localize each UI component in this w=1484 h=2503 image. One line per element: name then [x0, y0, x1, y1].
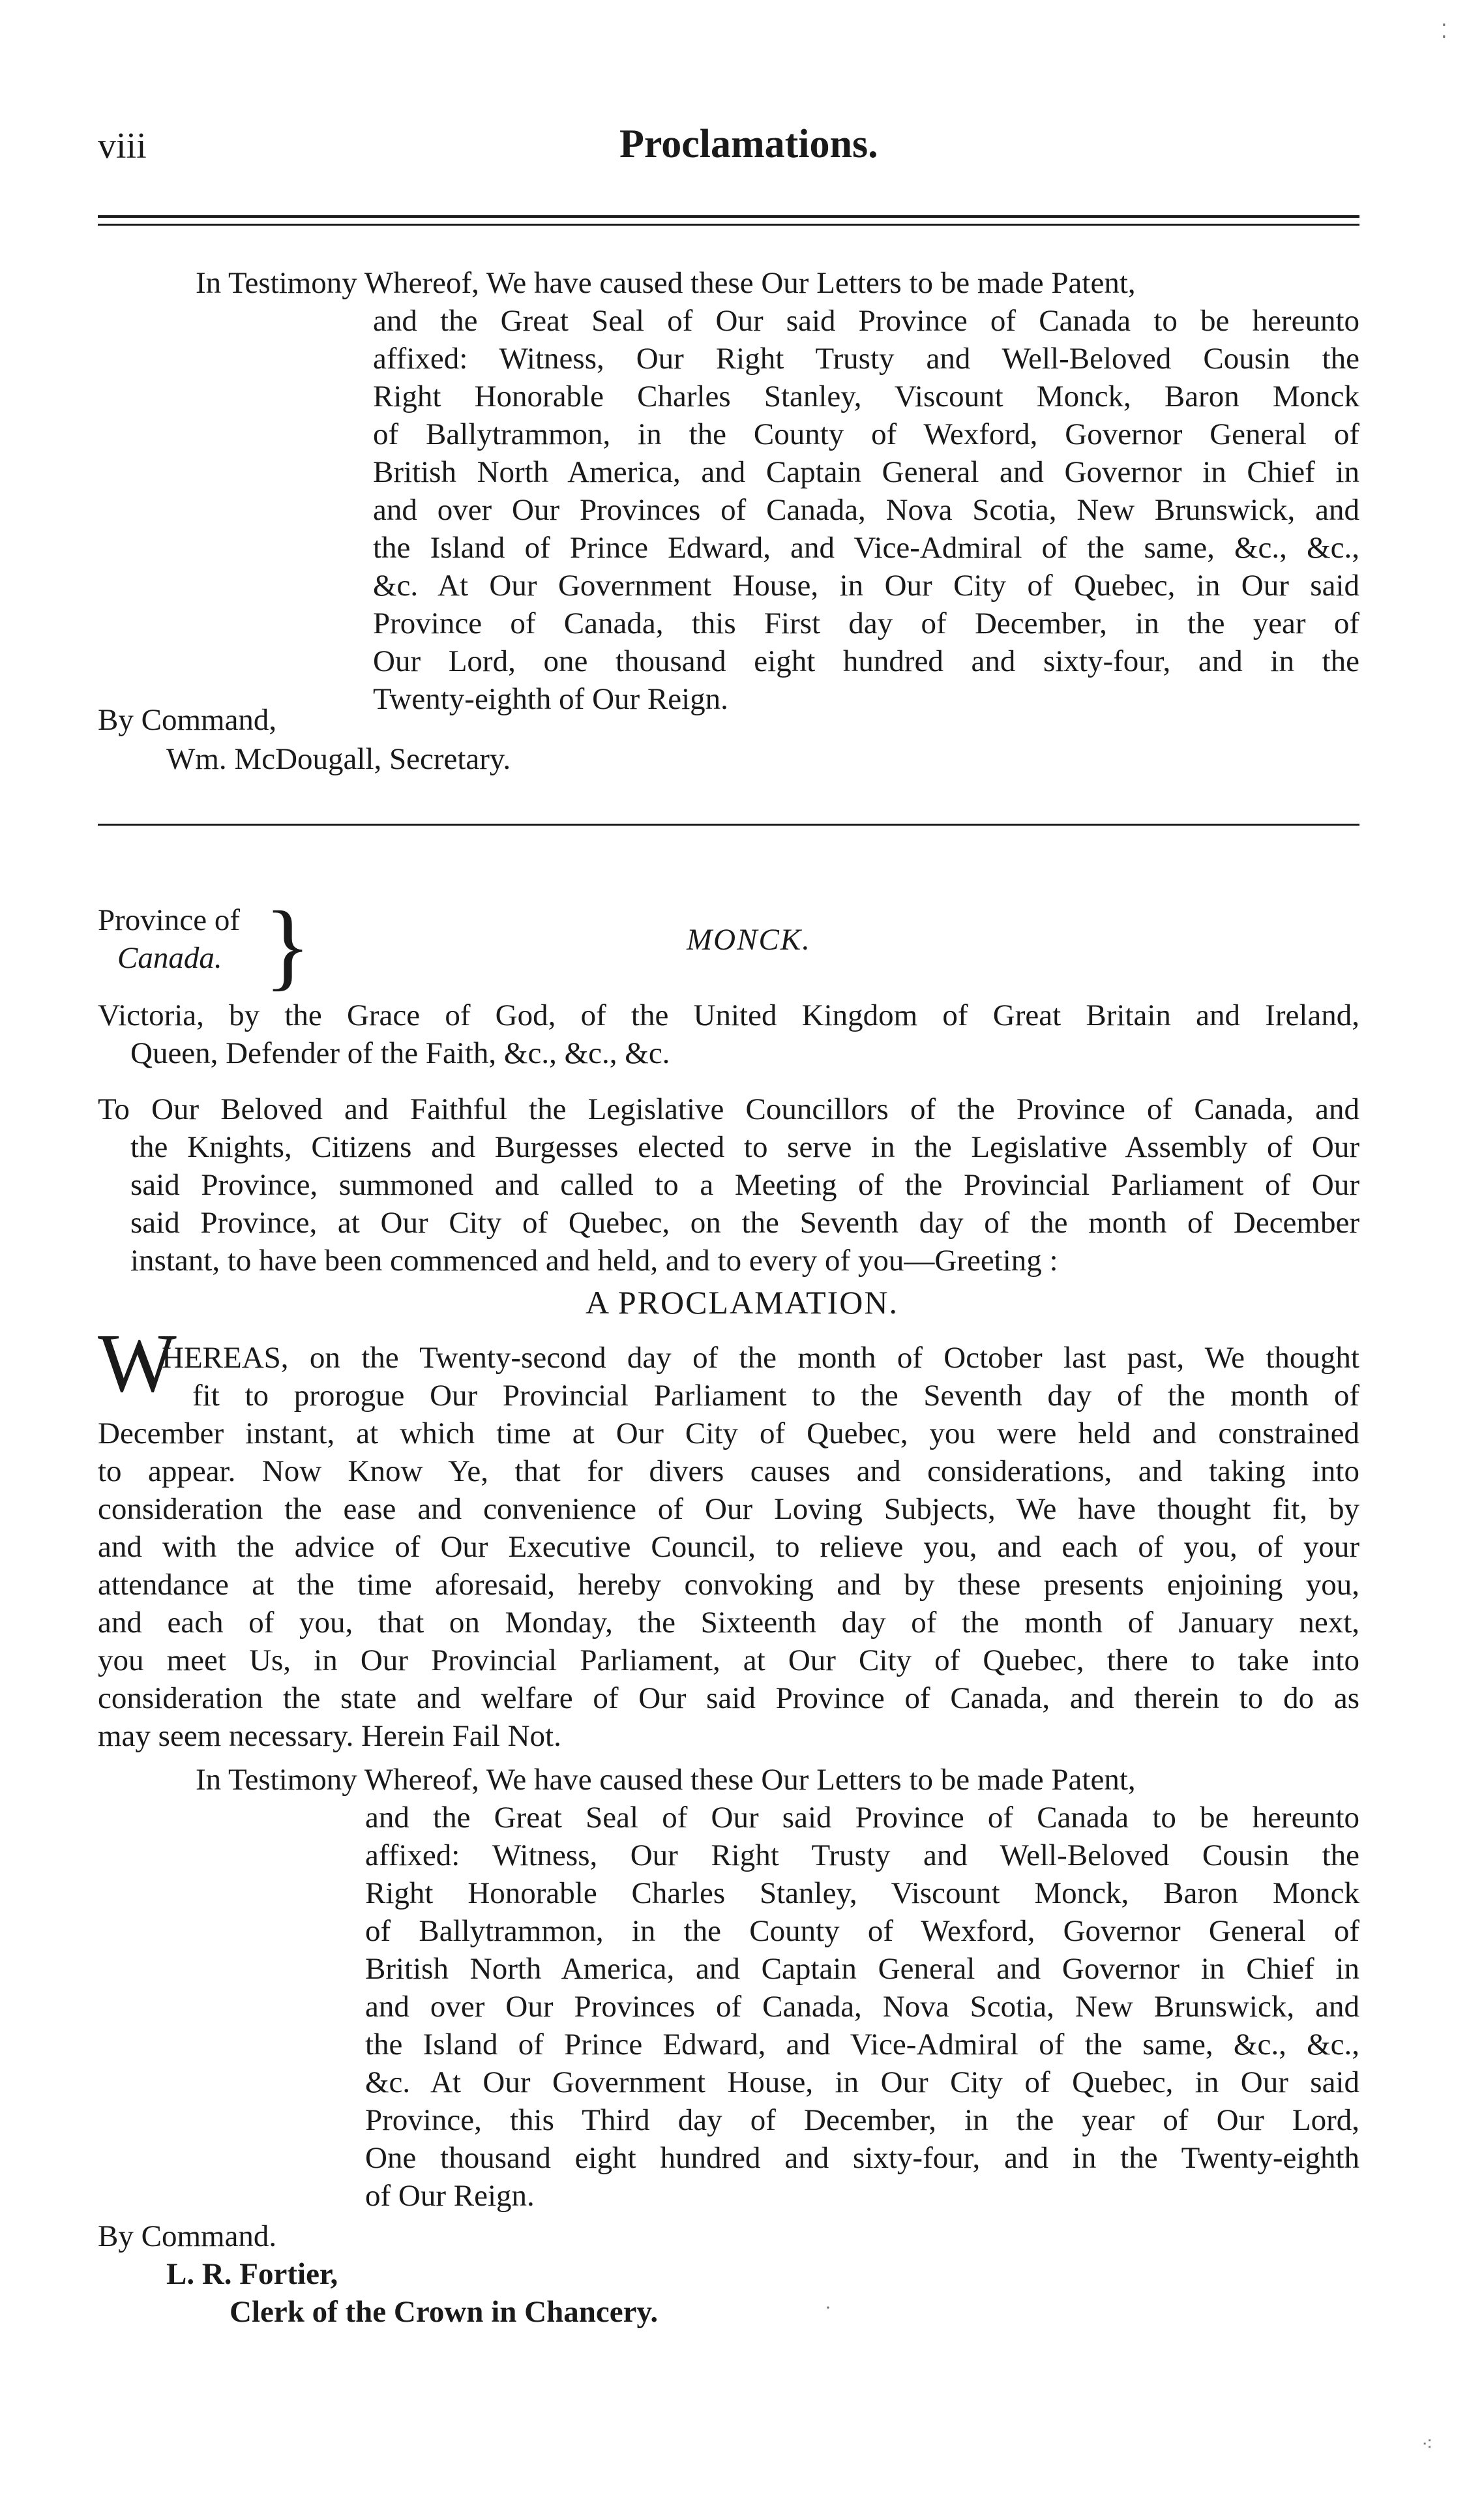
province-line-1: Province of: [98, 903, 240, 937]
text-line: the Island of Prince Edward, and Vice-Admiral of the same, &c., &c.,: [373, 531, 1359, 565]
proclamation-heading: A PROCLAMATION.: [585, 1284, 899, 1321]
victoria-line-2: Queen, Defender of the Faith, &c., &c., &c.: [130, 1036, 670, 1070]
second-testimony-body: [365, 1799, 1359, 2215]
section-divider: [98, 824, 1359, 826]
text-line: instant, to have been commenced and held, and to every of you—Greeting :: [130, 1244, 1058, 1278]
text-line: may seem necessary. Herein Fail Not.: [98, 1719, 561, 1753]
text-line: you meet Us, in Our Provincial Parliament, at Our City of Quebec, there to take into: [98, 1643, 1359, 1677]
text-line: and the Great Seal of Our said Province of Canada to be hereunto: [365, 1801, 1359, 1835]
first-testimony-body: [373, 302, 1359, 718]
text-line: affixed: Witness, Our Right Trusty and Well-Beloved Cousin the: [373, 342, 1359, 376]
body-paragraph: [98, 1377, 1359, 1755]
text-line: attendance at the time aforesaid, hereby convoking and by these presents enjoining you,: [98, 1568, 1359, 1602]
header-rule-top: [98, 215, 1359, 218]
body-first-line: HEREAS, on the Twenty-second day of the month of October last past, We thought: [162, 1341, 1359, 1375]
text-line: and over Our Provinces of Canada, Nova Scotia, New Brunswick, and: [365, 1990, 1359, 2024]
text-line: of Our Reign.: [365, 2179, 535, 2213]
text-line: consideration the ease and convenience of Our Loving Subjects, We have thought fit, by: [98, 1492, 1359, 1526]
address-indented: [130, 1128, 1359, 1280]
province-brace: }: [264, 892, 311, 1000]
text-line: of Ballytrammon, in the County of Wexford, Governor General of: [373, 417, 1359, 451]
address-paragraph: [98, 1090, 1359, 1280]
text-line: and the Great Seal of Our said Province of Canada to be hereunto: [373, 304, 1359, 338]
second-testimony-opening: In Testimony Whereof, We have caused these Our Letters to be made Patent,: [196, 1763, 1136, 1797]
header-rule-bottom: [98, 224, 1359, 226]
text-line: Our Lord, one thousand eight hundred and sixty-four, and in the: [373, 644, 1359, 678]
scan-speck: ⁚: [1441, 21, 1447, 42]
drop-cap: W: [98, 1317, 177, 1409]
text-line: said Province, summoned and called to a Meeting of the Provincial Parliament of Our: [130, 1168, 1359, 1202]
text-line: British North America, and Captain General and Governor in Chief in: [373, 455, 1359, 489]
scan-speck: ·: [825, 2297, 831, 2318]
page-folio: viii: [98, 126, 147, 166]
text-line: the Island of Prince Edward, and Vice-Admiral of the same, &c., &c.,: [365, 2028, 1359, 2061]
text-line: Right Honorable Charles Stanley, Viscount Monck, Baron Monck: [365, 1876, 1359, 1910]
victoria-line-1: Victoria, by the Grace of God, of the United Kingdom of Great Britain and Ireland,: [98, 998, 1359, 1032]
text-line: and with the advice of Our Executive Council, to relieve you, and each of you, of your: [98, 1530, 1359, 1564]
text-line: One thousand eight hundred and sixty-four, and in the Twenty-eighth: [365, 2141, 1359, 2175]
text-line: &c. At Our Government House, in Our City of Quebec, in Our said: [373, 569, 1359, 603]
text-line: Province, this Third day of December, in the year of Our Lord,: [365, 2103, 1359, 2137]
text-line: and over Our Provinces of Canada, Nova Scotia, New Brunswick, and: [373, 493, 1359, 527]
text-line: the Knights, Citizens and Burgesses elected to serve in the Legislative Assembly of Our: [130, 1130, 1359, 1164]
text-line: fit to prorogue Our Provincial Parliament to the Seventh day of the month of: [192, 1379, 1359, 1413]
text-line: affixed: Witness, Our Right Trusty and Well-Beloved Cousin the: [365, 1838, 1359, 1872]
running-title: Proclamations.: [619, 122, 878, 166]
monck-signature: MONCK.: [687, 923, 811, 957]
scan-speck: ⁖: [1421, 2434, 1433, 2455]
text-line: December instant, at which time at Our City of Quebec, you were held and constrained: [98, 1416, 1359, 1450]
text-line: To Our Beloved and Faithful the Legislative Councillors of the Province of Canada, and: [98, 1092, 1359, 1126]
text-line: Right Honorable Charles Stanley, Viscount Monck, Baron Monck: [373, 380, 1359, 413]
text-line: to appear. Now Know Ye, that for divers causes and considerations, and taking into: [98, 1454, 1359, 1488]
province-line-2: Canada.: [117, 941, 222, 975]
text-line: consideration the state and welfare of Our said Province of Canada, and therein to do as: [98, 1681, 1359, 1715]
text-line: Province of Canada, this First day of December, in the year of: [373, 607, 1359, 640]
text-line: said Province, at Our City of Quebec, on the Seventh day of the month of December: [130, 1206, 1359, 1240]
first-by-command: By Command,: [98, 703, 277, 737]
text-line: and each of you, that on Monday, the Sixteenth day of the month of January next,: [98, 1606, 1359, 1640]
first-testimony-opening: In Testimony Whereof, We have caused these Our Letters to be made Patent,: [196, 266, 1136, 300]
first-signatory: Wm. McDougall, Secretary.: [166, 742, 511, 776]
second-signatory-title: Clerk of the Crown in Chancery.: [230, 2295, 659, 2329]
text-line: British North America, and Captain General and Governor in Chief in: [365, 1952, 1359, 1986]
text-line: &c. At Our Government House, in Our City of Quebec, in Our said: [365, 2065, 1359, 2099]
second-by-command: By Command.: [98, 2219, 277, 2253]
text-line: of Ballytrammon, in the County of Wexford, Governor General of: [365, 1914, 1359, 1948]
text-line: Twenty-eighth of Our Reign.: [373, 682, 728, 716]
second-signatory-name: L. R. Fortier,: [166, 2257, 338, 2291]
